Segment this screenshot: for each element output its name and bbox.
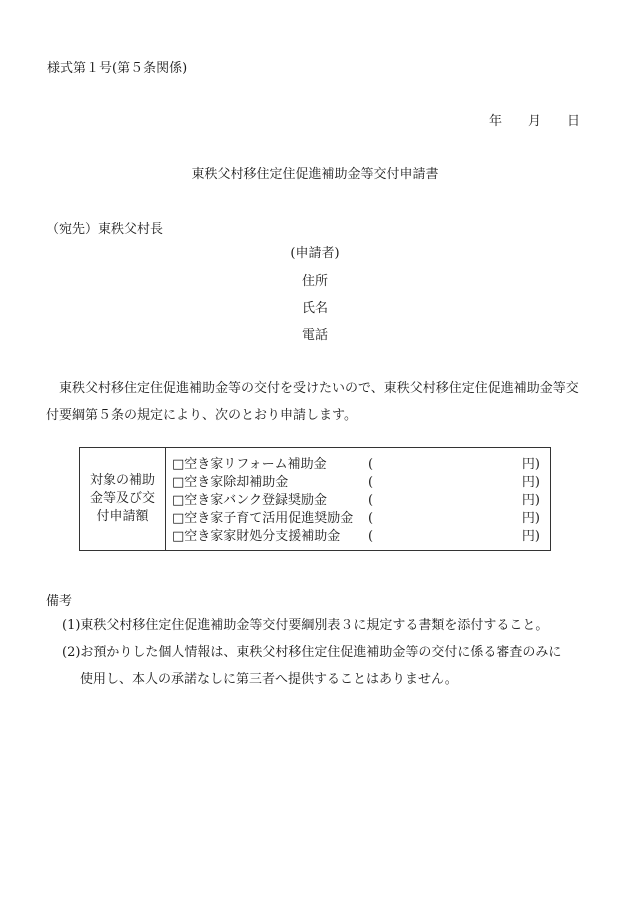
document-title: 東秩父村移住定住促進補助金等交付申請書: [191, 167, 439, 182]
date-month: 月: [527, 114, 541, 129]
subsidy-label: □空き家子育て活用促進奨励金: [172, 511, 354, 526]
phone-label: 電話: [301, 328, 328, 343]
subsidy-list: [172, 456, 540, 546]
addressee: （宛先）東秩父村長: [46, 222, 164, 237]
application-statement-text: 東秩父村移住定住促進補助金等の交付を受けたいので、東秩父村移住定住促進補助金等交付要綱第５条の規定により、次のとおり申請します。: [46, 381, 579, 423]
amount-unit: 円): [521, 529, 540, 544]
subsidy-table: [79, 447, 551, 551]
date-line: [489, 110, 580, 129]
notes-title: 備考: [46, 594, 73, 609]
note-item-continuation: 使用し、本人の承諾なしに第三者へ提供することはありません。: [80, 672, 458, 687]
date-day: 日: [566, 114, 580, 129]
note-item: (1)東秩父村移住定住促進補助金等交付要綱別表３に規定する書類を添付すること。: [62, 618, 549, 633]
subsidy-row-household-disposal[interactable]: [172, 528, 540, 546]
applicant-label: (申請者): [290, 246, 340, 261]
form-number: 様式第１号(第５条関係): [47, 61, 188, 76]
amount-unit: 円): [521, 493, 540, 508]
name-label: 氏名: [301, 301, 328, 316]
subsidy-label: □空き家バンク登録奨励金: [172, 493, 328, 508]
amount-open-paren: (: [368, 511, 374, 526]
subsidy-row-renovation[interactable]: [172, 456, 540, 474]
subsidy-row-bank-registration[interactable]: [172, 492, 540, 510]
amount-unit: 円): [521, 475, 540, 490]
amount-open-paren: (: [368, 493, 374, 508]
subsidy-row-demolition[interactable]: [172, 474, 540, 492]
note-item: (2)お預かりした個人情報は、東秩父村移住定住促進補助金等の交付に係る審査のみに: [62, 645, 562, 660]
amount-unit: 円): [521, 457, 540, 472]
amount-open-paren: (: [368, 475, 374, 490]
subsidy-label: □空き家家財処分支援補助金: [172, 529, 341, 544]
application-statement: [46, 375, 586, 429]
subsidy-label: □空き家リフォーム補助金: [172, 457, 327, 472]
subsidy-table-header: 対象の補助金等及び交付申請額: [80, 448, 166, 550]
subsidy-row-child-rearing[interactable]: [172, 510, 540, 528]
subsidy-label: □空き家除却補助金: [172, 475, 289, 490]
amount-open-paren: (: [368, 529, 374, 544]
amount-unit: 円): [521, 511, 540, 526]
date-year: 年: [488, 114, 502, 129]
amount-open-paren: (: [368, 457, 374, 472]
address-label: 住所: [301, 274, 328, 289]
